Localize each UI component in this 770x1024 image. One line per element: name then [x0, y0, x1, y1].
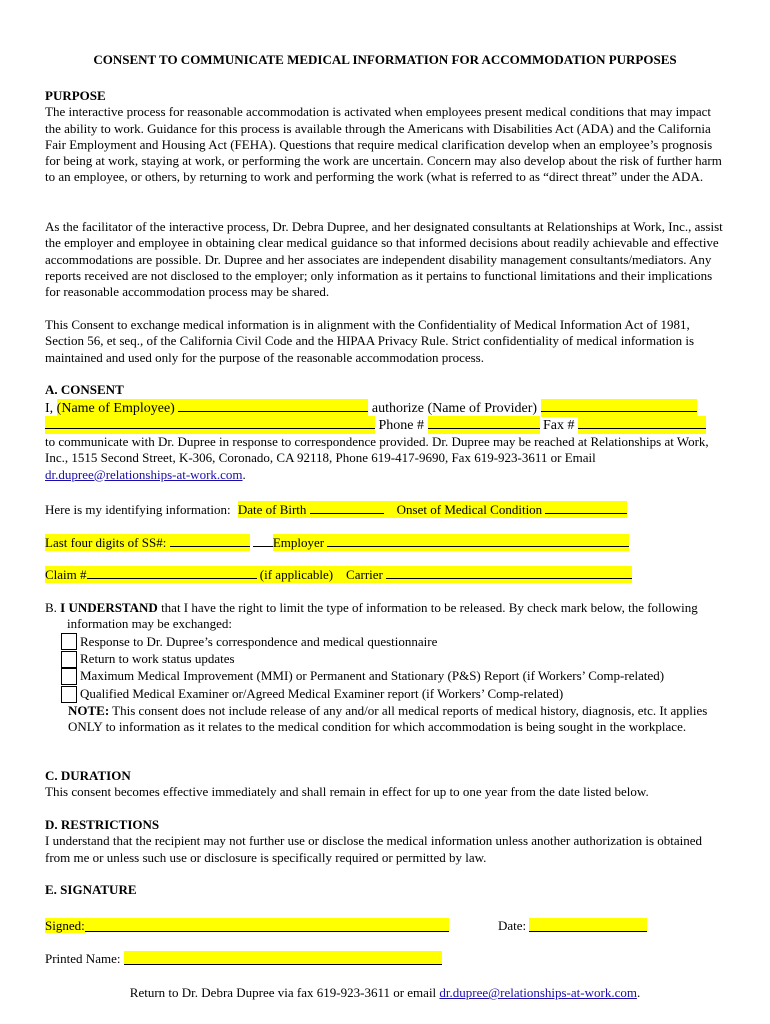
- onset-blank: [545, 501, 627, 514]
- consent-i-label: I,: [45, 401, 57, 416]
- dob-label: Date of Birth: [237, 502, 307, 517]
- footer-email-link[interactable]: dr.dupree@relationships-at-work.com: [439, 985, 637, 1000]
- carrier-blank: [386, 566, 632, 579]
- signed-line: [45, 918, 449, 934]
- authorize-label: authorize (Name of Provider): [371, 401, 538, 416]
- restrictions-text: I understand that the recipient may not further use or disclose the medical information unless another authorization is obtained from me or unless such use or disclosure is specifically required or permitted by law.: [45, 833, 703, 865]
- option-label-2: Return to work status updates: [80, 651, 235, 666]
- date-line: [498, 918, 647, 934]
- signature-heading-block: [45, 882, 725, 898]
- provider-name-continuation-field[interactable]: [45, 416, 375, 434]
- option-checkbox-3[interactable]: [61, 668, 77, 685]
- consent-email-suffix: .: [242, 466, 246, 482]
- duration-text: This consent becomes effective immediately and shall remain in effect for up to one year from the date listed below.: [45, 784, 649, 800]
- purpose-paragraph-3: This Consent to exchange medical information is in alignment with the Confidentiality of Medical Information Act of 1981, Section 56, et seq., of the California Civil Code and the HIPAA Privacy Rule. Strict confidentiality of medical information is maintained and used only for the purpose of the reasonable accommodation process.: [45, 317, 695, 365]
- date-label: Date:: [498, 918, 527, 933]
- consent-email-link[interactable]: dr.dupree@relationships-at-work.com: [45, 466, 243, 482]
- phone-label: Phone #: [378, 418, 424, 433]
- fax-label: Fax #: [543, 418, 575, 433]
- duration-section: [45, 768, 725, 801]
- date-field[interactable]: [529, 918, 647, 932]
- ssn-blank: [170, 534, 250, 547]
- note-text: This consent does not include release of any and/or all medical reports of medical history, diagnosis, etc. It applies ONLY to information as it relates to the medical condition for which accommodation is being sought in the workplace.: [68, 703, 708, 735]
- purpose-paragraph-2: As the facilitator of the interactive process, Dr. Debra Dupree, and her designated consultants at Relationships at Work, Inc., assist the employer and employee in obtaining clear medical guidance so that informed decisions about readily achievable and effective accommodations are possible. Dr. Dupree and her associates are independent disability management consultants/mediators. Any reports received are not disclosed to the employer; only information as it pertains to functional limitations and their implications for reasonable accommodation process may be shared.: [45, 219, 723, 300]
- consent-body: to communicate with Dr. Dupree in response to correspondence provided. Dr. Dupree may be reached at Relationships at Work, Inc., 1515 Second Street, K-306, Coronado, CA 92118, Phone 619-417-9690, Fax 619-923-3611 or Email: [45, 434, 709, 466]
- purpose-paragraph-2-block: [45, 219, 725, 300]
- ssn-employer-line: [45, 534, 629, 550]
- understand-bold: I UNDERSTAND: [60, 600, 158, 615]
- signed-label: Signed:: [45, 918, 85, 933]
- provider-name-continuation-blank: [45, 416, 375, 429]
- duration-heading: C. DURATION: [45, 768, 131, 783]
- note-bold: NOTE:: [68, 703, 110, 718]
- consent-heading: A. CONSENT: [45, 382, 124, 397]
- understand-text: that I have the right to limit the type of information to be released. By check mark below, the following information may be exchanged:: [67, 600, 698, 632]
- understand-prefix: B.: [45, 600, 61, 615]
- document-title: CONSENT TO COMMUNICATE MEDICAL INFORMATION FOR ACCOMMODATION PURPOSES: [93, 52, 677, 67]
- note-block: [68, 703, 720, 736]
- ssn-field[interactable]: [45, 534, 250, 551]
- fax-blank: [578, 416, 706, 429]
- provider-name-blank: [541, 399, 697, 412]
- claim-blank: [87, 566, 257, 579]
- restrictions-section: [45, 817, 725, 866]
- option-label-1: Response to Dr. Dupree’s correspondence and medical questionnaire: [80, 634, 438, 649]
- footer-line: [0, 985, 770, 1001]
- purpose-heading: PURPOSE: [45, 88, 106, 103]
- consent-name-line: [45, 399, 697, 415]
- ident-label: Here is my identifying information:: [45, 502, 231, 517]
- printed-name-label: Printed Name:: [45, 951, 121, 966]
- employee-name-blank: [178, 399, 368, 412]
- option-checkbox-1[interactable]: [61, 633, 77, 650]
- printed-name-field[interactable]: [124, 951, 442, 965]
- carrier-label: Carrier: [346, 567, 383, 582]
- option-label-3: Maximum Medical Improvement (MMI) or Permanent and Stationary (P&S) Report (if Workers’ Comp-related): [80, 668, 665, 683]
- printed-name-line: [45, 951, 442, 967]
- onset-label: Onset of Medical Condition: [396, 502, 543, 517]
- phone-blank: [428, 416, 540, 429]
- fax-field[interactable]: [578, 416, 706, 434]
- footer-text: Return to Dr. Debra Dupree via fax 619-923-3611 or email: [129, 985, 440, 1000]
- dob-field[interactable]: [238, 501, 628, 518]
- ssn-label: Last four digits of SS#:: [45, 535, 167, 550]
- purpose-paragraph-3-block: [45, 317, 725, 366]
- employer-label: Employer: [272, 535, 325, 550]
- claim-field[interactable]: [45, 566, 632, 583]
- purpose-section: [45, 88, 725, 186]
- restrictions-heading: D. RESTRICTIONS: [45, 817, 160, 832]
- claim-carrier-line: [45, 566, 632, 582]
- consent-phone-line: [45, 416, 706, 432]
- identifying-info-line: [45, 501, 627, 517]
- employer-blank: [327, 534, 629, 547]
- provider-name-field[interactable]: [541, 399, 697, 417]
- phone-field[interactable]: [428, 416, 540, 434]
- signed-field[interactable]: [85, 918, 449, 932]
- option-checkbox-4[interactable]: [61, 686, 77, 703]
- consent-heading-block: [45, 382, 725, 398]
- ssn-gap-blank: [253, 534, 273, 547]
- employee-name-field[interactable]: [57, 399, 369, 417]
- option-checkbox-2[interactable]: [61, 651, 77, 668]
- employee-name-label: (Name of Employee): [56, 401, 175, 416]
- applicable-label: (if applicable): [259, 567, 334, 582]
- option-label-4: Qualified Medical Examiner or/Agreed Medical Examiner report (if Workers’ Comp-related): [80, 686, 564, 701]
- employer-field[interactable]: [273, 534, 630, 551]
- understand-block: [45, 600, 725, 633]
- consent-body-block: [45, 434, 725, 483]
- claim-label: Claim #: [45, 567, 87, 582]
- signature-heading: E. SIGNATURE: [45, 882, 137, 897]
- dob-blank: [310, 501, 384, 514]
- purpose-paragraph-1: The interactive process for reasonable accommodation is activated when employees present medical conditions that may impact the ability to work. Guidance for this process is available through the Americans with Disabilities Act (ADA) and the California Fair Employment and Housing Act (FEHA). Questions that require medical clarification develop when an employee’s prognosis for being at work, staying at work, or performing the work are uncertain. Concern may also develop about the risk of further harm to an employee, or others, by returning to work and performing the work (what is referred to as “direct threat” under the ADA.: [45, 104, 722, 185]
- footer-suffix: .: [636, 985, 641, 1000]
